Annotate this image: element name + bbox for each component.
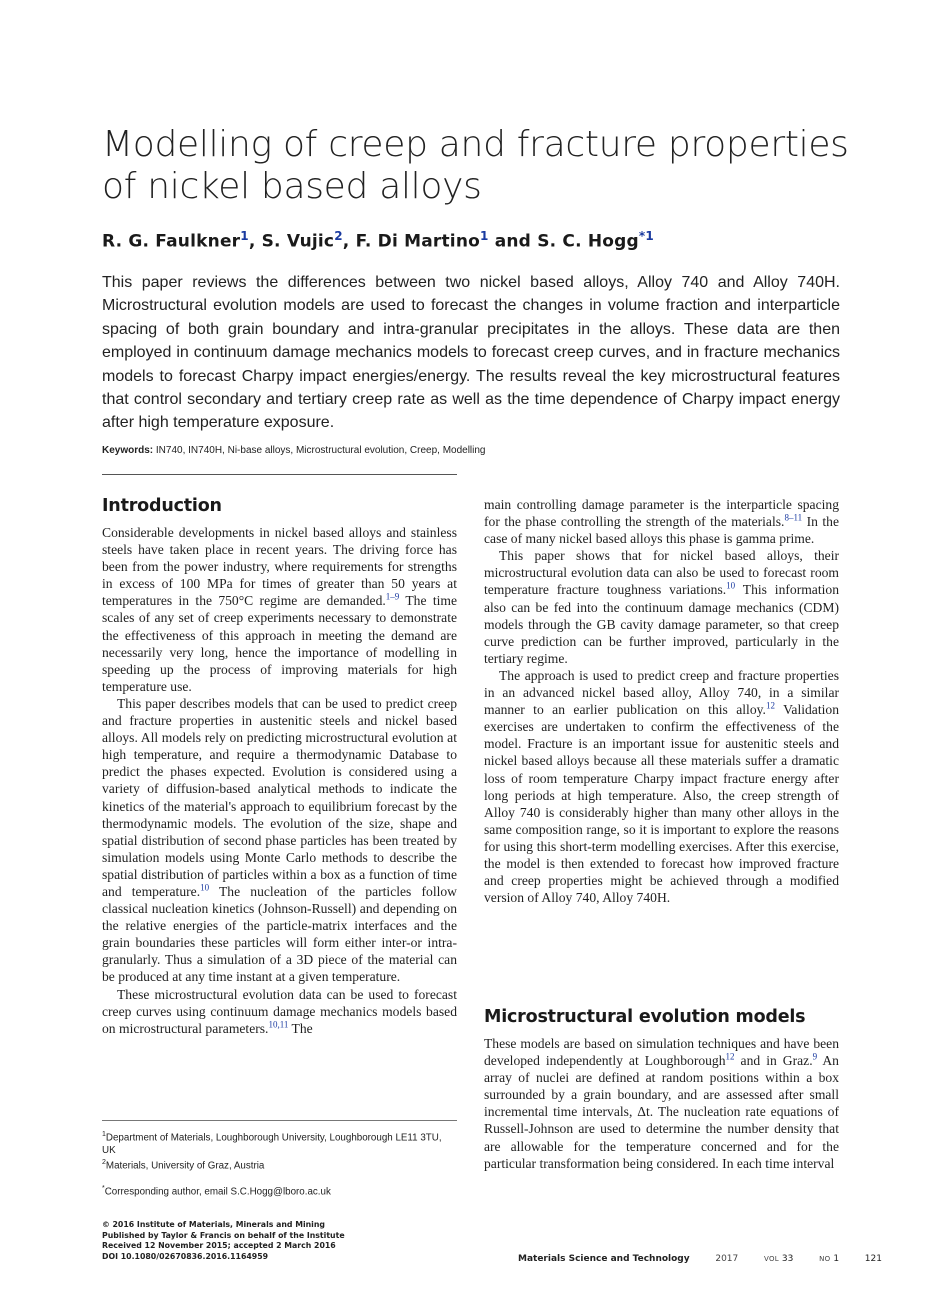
section-divider <box>102 474 457 475</box>
left-column <box>102 496 457 1037</box>
footnote-affiliation-1 <box>102 1129 457 1157</box>
journal-volume <box>764 1254 793 1264</box>
footnote-affiliation-2 <box>102 1157 457 1173</box>
reference-link[interactable]: 9 <box>812 1051 818 1062</box>
author-separator: and <box>488 231 538 252</box>
paragraph <box>102 986 457 1037</box>
author-affiliation-mark: 1 <box>480 229 489 243</box>
volume-number: 33 <box>781 1254 794 1264</box>
text-run: These models are based on simulation techniques and have been developed independently at Loughborough <box>484 1036 839 1069</box>
keywords-text: IN740, IN740H, Ni-base alloys, Microstructural evolution, Creep, Modelling <box>155 445 486 456</box>
article-title: Modelling of creep and fracture properties of nickel based alloys <box>102 124 849 207</box>
text-run: An array of nuclei are defined at random positions within a box surrounded by a grain boundary, and are assessed after small incremental time intervals, Δt. The nucleation rate equations of Russell-Johnson are used to determine the number density that are allowable for the temperature concerned and for the particular transformation being considered. In each time interval <box>484 1053 839 1171</box>
reference-link[interactable]: 12 <box>765 700 775 711</box>
text-run: These microstructural evolution data can be used to forecast creep curves using continuum damage mechanics models based on microstructural parameters. <box>102 986 457 1036</box>
text-run: main controlling damage parameter is the interparticle spacing for the phase controlling the strength of the materials. <box>484 497 839 530</box>
text-run: The time scales of any set of creep experiments necessary to demonstrate the effectiveness of this approach in meeting the demand are necessarily very long, hence the importance of modelling in speeding up the process of improving materials for high temperature use. <box>102 593 457 694</box>
footnote-mark: * <box>102 1185 105 1193</box>
right-column <box>484 496 839 906</box>
author-separator: , <box>342 231 356 252</box>
footnote-corresponding-author <box>102 1183 457 1199</box>
text-run: and in Graz. <box>734 1053 813 1069</box>
microstructural-section <box>484 1007 839 1172</box>
text-run: This paper describes models that can be used to predict creep and fracture properties in austenitic steels and nickel based alloys. All models rely on predicting microstructural evolution at high temperature, and require a thermodynamic Database to predict the phases expected. Evolution is considered using a variety of diffusion-based analytical methods to indicate the kinetics of the material's approach to equilibrium forecast by the thermodynamic models. The evolution of the size, shape and spatial distribution of second phase particles has been treated by simulation models using Monte Carlo methods to describe the spatial distribution of particles within a box as a function of time and temperature. <box>102 695 457 899</box>
page-number: 121 <box>864 1254 882 1264</box>
text-run: In the case of many nickel based alloys this phase is gamma prime. <box>484 514 839 547</box>
microstructural-body <box>484 1035 839 1172</box>
footnote-divider <box>102 1120 457 1121</box>
author-name: S. C. Hogg <box>537 231 639 252</box>
paragraph <box>102 695 457 986</box>
paragraph <box>102 524 457 695</box>
doi-line[interactable]: DOI 10.1080/02670836.2016.1164959 <box>102 1251 269 1261</box>
author-separator: , <box>248 231 262 252</box>
reference-link[interactable]: 8–11 <box>784 512 803 523</box>
issue-number: 1 <box>833 1254 840 1264</box>
text-run: Validation exercises are undertaken to confirm the effectiveness of the model. Fracture is an important issue for austenitic steels and nickel based alloys because all these materials suffer a dramatic loss of room temperature Charpy impact fracture energy after long periods at high temperature. Also, the creep strength of Alloy 740 is considerably higher than many other alloys in the same composition range, so it is important to explore the reasons for using this short-term modelling exercises. After this exercise, the model is then extended to forecast how improved fracture and creep properties might be achieved through a modified version of Alloy 740, Alloy 740H. <box>484 702 839 906</box>
introduction-body <box>102 524 457 1037</box>
reference-link[interactable]: 10 <box>200 882 210 893</box>
text-run: The approach is used to predict creep and fracture properties in an advanced nickel based alloy, Alloy 740, in a similar manner to an earlier publication on this alloy. <box>484 667 839 718</box>
author-affiliation-mark: 1 <box>240 229 249 243</box>
author-affiliation-mark: 2 <box>334 229 343 243</box>
received-line: Received 12 November 2015; accepted 2 March 2016 <box>102 1241 336 1251</box>
reference-link[interactable]: 12 <box>725 1051 735 1062</box>
publisher-line: Published by Taylor & Francis on behalf of the Institute <box>102 1230 345 1240</box>
author-name: S. Vujic <box>261 231 335 252</box>
author-affiliation-mark: *1 <box>638 229 654 243</box>
text-run: This information also can be fed into the continuum damage mechanics (CDM) models through the GB cavity damage parameter, so that creep curve prediction can be further improved, particularly in the tertiary regime. <box>484 582 839 666</box>
journal-issue <box>819 1254 839 1264</box>
journal-footer <box>518 1254 882 1264</box>
author-name: F. Di Martino <box>355 231 481 252</box>
journal-name: Materials Science and Technology <box>518 1254 690 1264</box>
copyright-line: © 2016 Institute of Materials, Minerals and Mining <box>102 1220 325 1229</box>
author-list <box>102 229 654 252</box>
text-run: The <box>288 1020 313 1036</box>
text-run: Considerable developments in nickel based alloys and stainless steels have taken place in recent years. The driving force has been from the power industry, where requirements for strengths in excess of 100 MPa for times of greater than 50 years at temperatures in the 750°C regime are demanded. <box>102 525 457 609</box>
reference-link[interactable]: 10 <box>726 580 736 591</box>
introduction-heading: Introduction <box>102 496 222 516</box>
paragraph <box>484 547 839 667</box>
issue-label: NO <box>819 1255 831 1263</box>
footnote-text[interactable]: Corresponding author, email S.C.Hogg@lboro.ac.uk <box>104 1186 331 1198</box>
paragraph <box>484 1035 839 1172</box>
keywords-label: Keywords: <box>102 445 154 456</box>
journal-year: 2017 <box>715 1254 739 1264</box>
reference-link[interactable]: 1–9 <box>385 591 400 602</box>
author-name: R. G. Faulkner <box>102 231 241 252</box>
keywords <box>102 445 840 456</box>
microstructural-heading: Microstructural evolution models <box>484 1007 806 1027</box>
reference-link[interactable]: 10,11 <box>268 1019 289 1030</box>
paragraph <box>484 496 839 547</box>
paragraph <box>484 667 839 906</box>
footnote-mark: 1 <box>102 1131 106 1138</box>
text-run: This paper shows that for nickel based alloys, their microstructural evolution data can also be used to forecast room temperature fracture toughness variations. <box>484 548 839 598</box>
footnote-mark: 2 <box>102 1159 106 1167</box>
publication-info <box>102 1220 345 1262</box>
text-run: The nucleation of the particles follow classical nucleation kinetics (Johnson-Russell) and depending on the relative energies of the particle-matrix interfaces and the grain boundaries these particles will form either inter-or intra-granularly. Thus a simulation of a 3D piece of the material can be produced at any time instant at a given temperature. <box>102 883 457 985</box>
abstract: This paper reviews the differences between two nickel based alloys, Alloy 740 and Alloy 740H. Microstructural evolution models are used to forecast the changes in volume fraction and interparticle spacing of both grain boundary and intra-granular precipitates in the alloys. These data are then employed in continuum damage mechanics models to forecast creep curves, and in fracture mechanics models to forecast Charpy impact energies/energy. The results reveal the key microstructural features that control secondary and tertiary creep rate as well as the time dependence of Charpy impact energy after high temperature exposure. <box>102 274 840 432</box>
footnotes <box>102 1129 457 1199</box>
footnote-text: Department of Materials, Loughborough University, Loughborough LE11 3TU, UK <box>102 1132 442 1156</box>
volume-label: VOL <box>764 1255 779 1263</box>
footnote-text: Materials, University of Graz, Austria <box>105 1160 265 1172</box>
